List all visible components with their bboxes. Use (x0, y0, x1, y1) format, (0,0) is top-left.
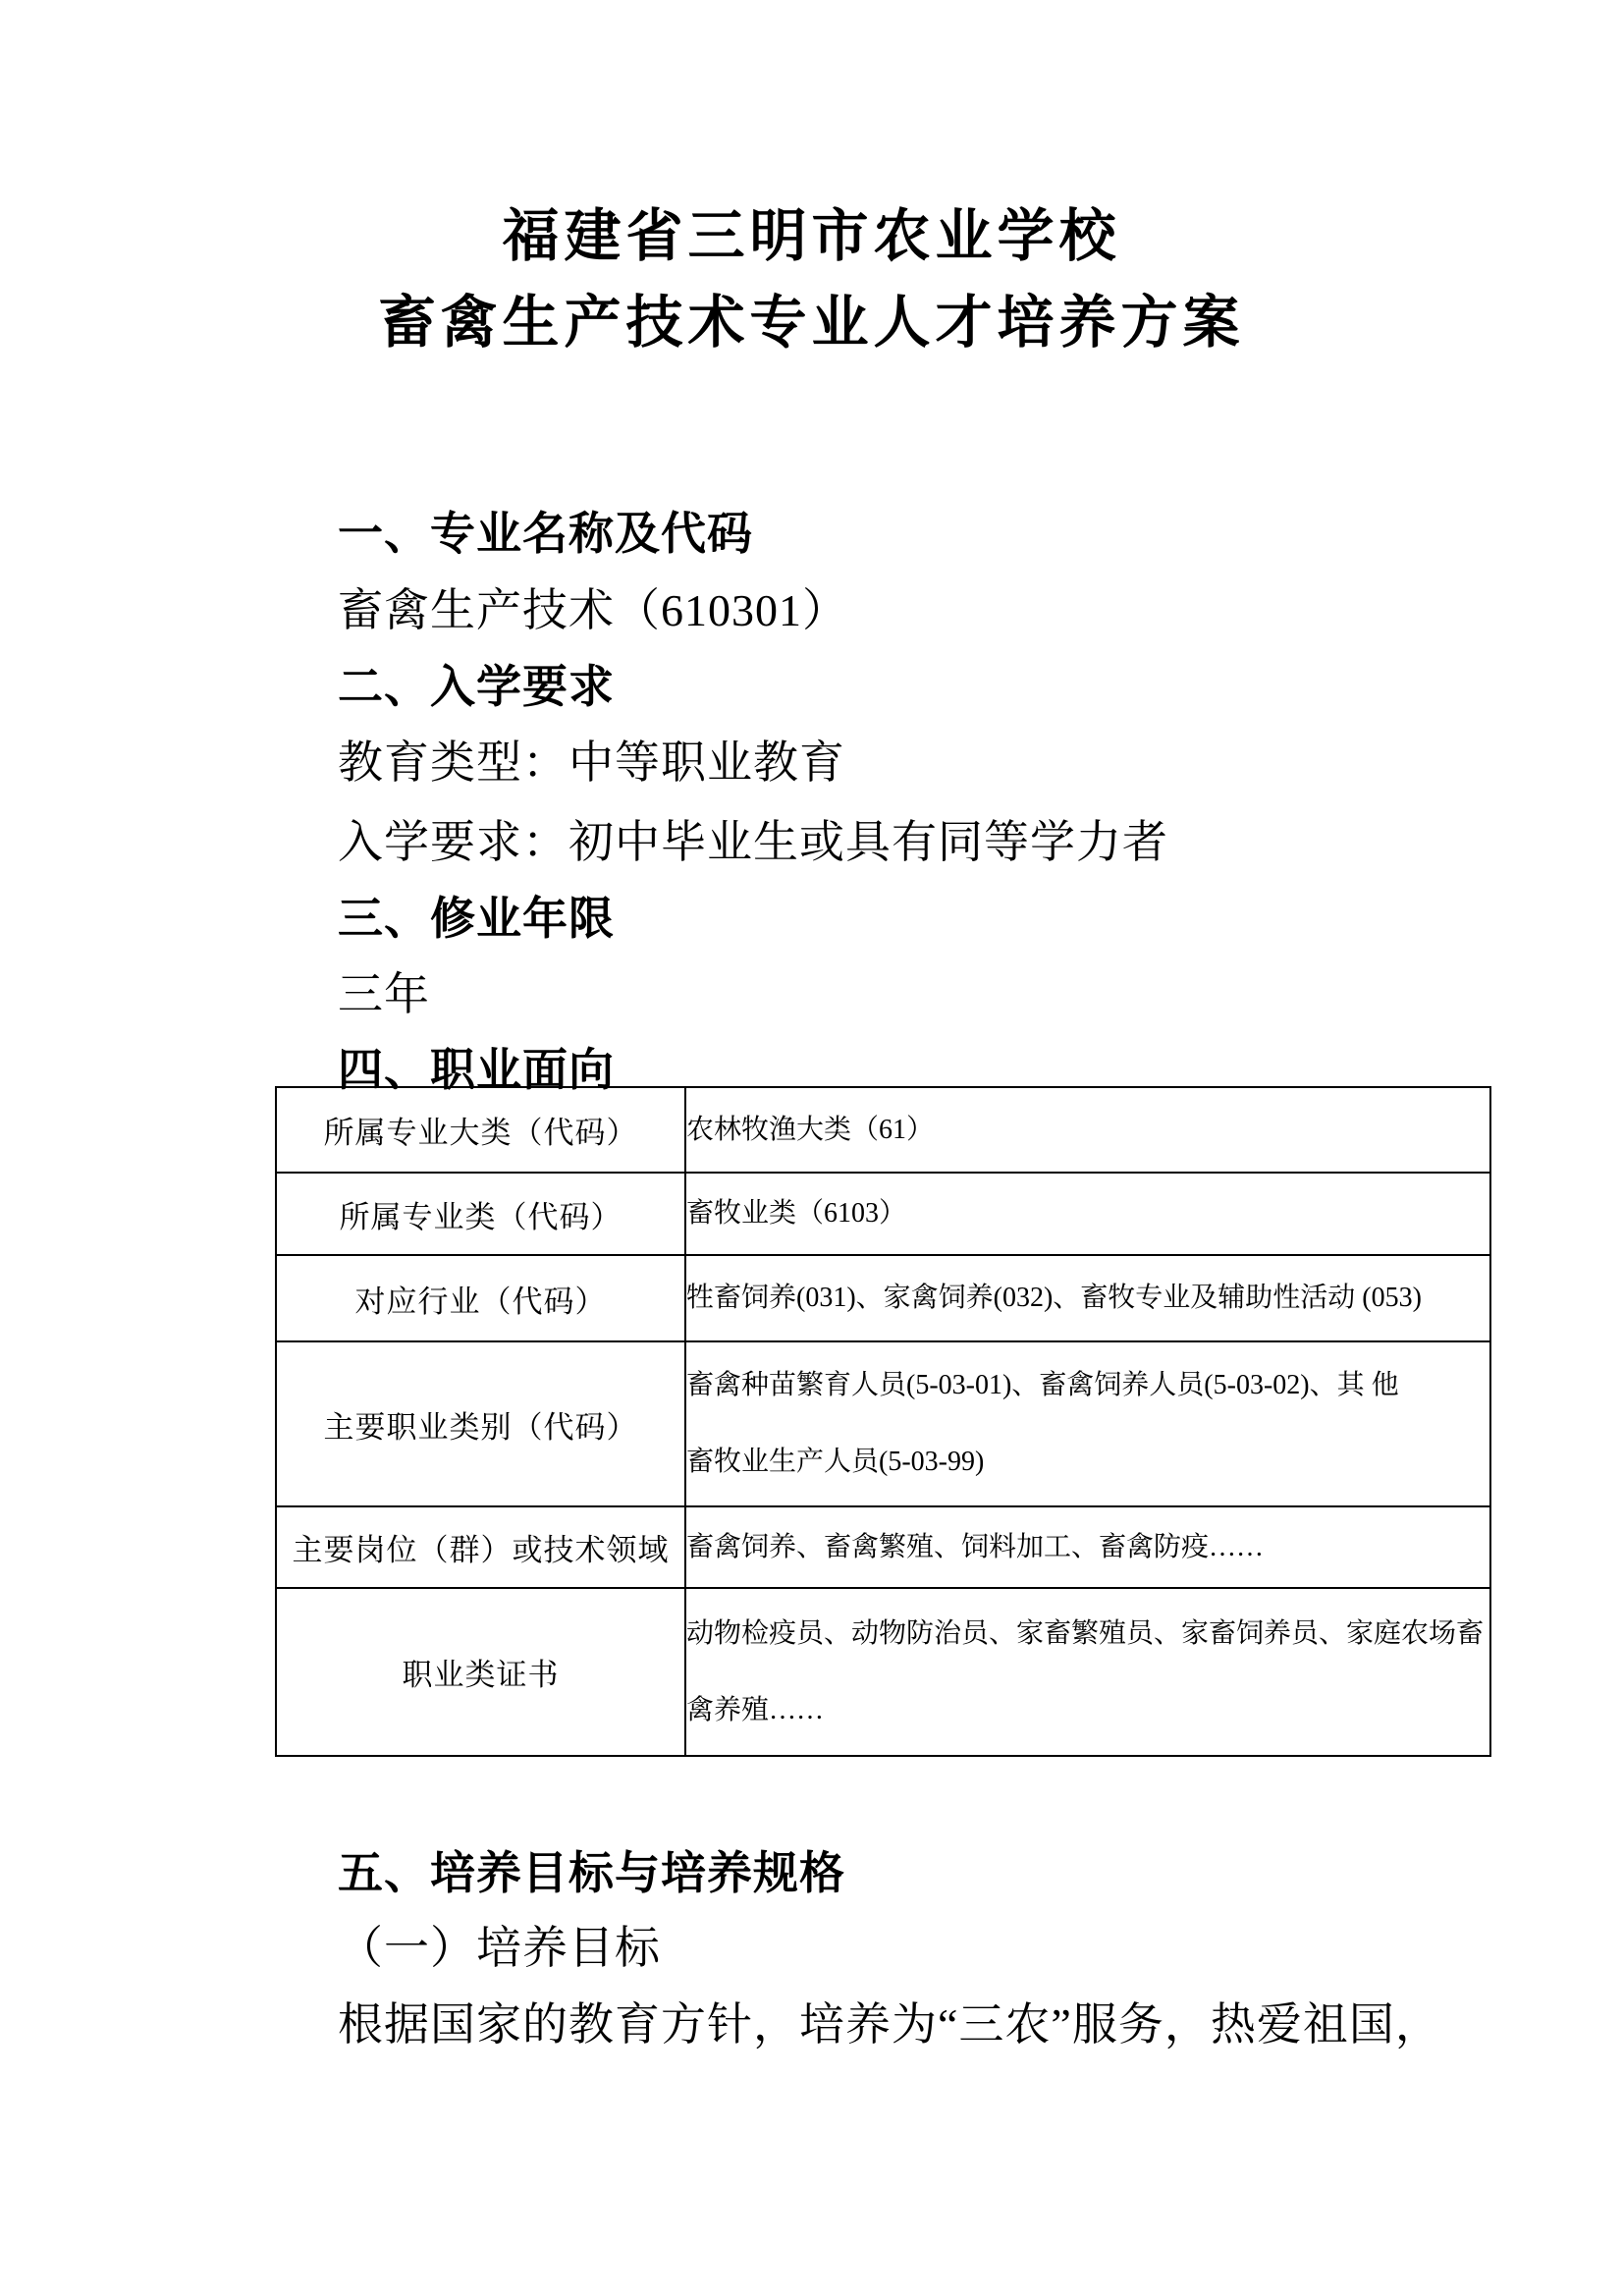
row-label: 所属专业大类（代码） (276, 1087, 685, 1173)
row-label: 主要岗位（群）或技术领域 (276, 1506, 685, 1588)
table-row (276, 1255, 1490, 1341)
row-value (685, 1087, 1490, 1173)
row-label: 职业类证书 (276, 1588, 685, 1756)
row-value (685, 1173, 1490, 1255)
row-label: 主要职业类别（代码） (276, 1341, 685, 1506)
section-heading-1: 一、专业名称及代码 (338, 509, 753, 559)
section-heading-4: 四、职业面向 (338, 1045, 615, 1095)
value-line: 农林牧渔大类（61） (686, 1114, 935, 1145)
table-row (276, 1588, 1490, 1756)
section-heading-5: 五、培养目标与培养规格 (338, 1848, 845, 1898)
section-heading-3: 三、修业年限 (338, 894, 615, 944)
section-heading-2: 二、入学要求 (338, 662, 615, 712)
value-line: 畜禽种苗繁育人员(5-03-01)、畜禽饲养人员(5-03-02)、其 他 (686, 1370, 1399, 1400)
study-duration: 三年 (338, 969, 430, 1019)
value-line: 动物检疫员、动物防治员、家畜繁殖员、家畜饲养员、家庭农场畜 (686, 1617, 1485, 1649)
row-value (685, 1588, 1490, 1756)
subsection-heading-5-1: （一）培养目标 (338, 1923, 661, 1973)
doc-title (0, 193, 1623, 366)
row-value (685, 1506, 1490, 1588)
value-line: 禽养殖…… (686, 1694, 825, 1725)
doc-title-line2: 畜禽生产技术专业人才培养方案 (378, 291, 1245, 355)
major-name-code: 畜禽生产技术（610301） (338, 585, 848, 635)
table-row (276, 1506, 1490, 1588)
table-row (276, 1341, 1490, 1506)
row-label: 对应行业（代码） (276, 1255, 685, 1341)
row-value (685, 1255, 1490, 1341)
education-type: 教育类型：中等职业教育 (338, 738, 845, 788)
career-orientation-table (275, 1086, 1491, 1757)
row-label: 所属专业类（代码） (276, 1173, 685, 1255)
value-line: 畜禽饲养、畜禽繁殖、饲料加工、畜禽防疫…… (686, 1531, 1265, 1562)
table-row (276, 1087, 1490, 1173)
table-row (276, 1173, 1490, 1255)
admission-requirement: 入学要求：初中毕业生或具有同等学力者 (338, 817, 1168, 867)
training-goal-paragraph: 根据国家的教育方针，培养为“三农”服务，热爱祖国， (338, 1999, 1441, 2050)
row-value (685, 1341, 1490, 1506)
value-line: 畜牧业类（6103） (686, 1198, 907, 1229)
value-line: 牲畜饲养(031)、家禽饲养(032)、畜牧专业及辅助性活动 (053) (686, 1283, 1422, 1313)
doc-title-line1: 福建省三明市农业学校 (502, 204, 1121, 268)
value-line: 畜牧业生产人员(5-03-99) (686, 1447, 985, 1477)
